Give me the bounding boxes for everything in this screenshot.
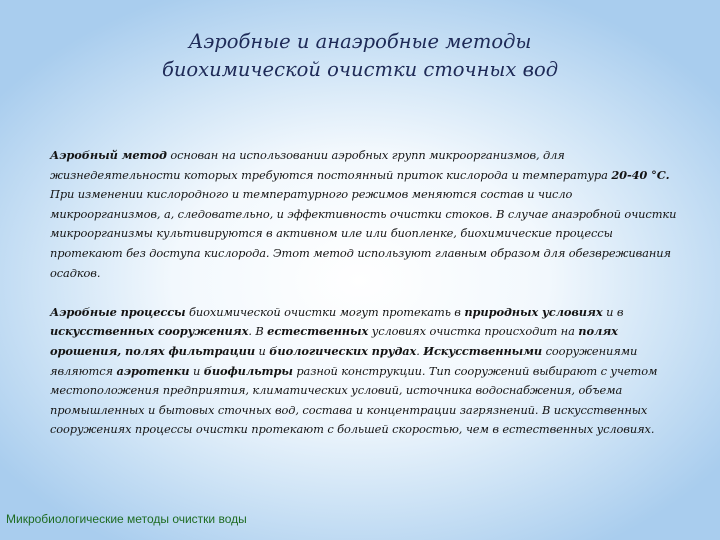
paragraph1-text-1: основан на использовании аэробных групп микроорганизмов, для жизнедеятельности которых требуются постоянный приток кислорода и температура [50,148,612,182]
footer-caption: Микробиологические методы очистки воды [6,512,247,526]
term-aerotanks: аэротенки [116,363,190,378]
paragraph2-text-8: и [189,363,204,378]
term-natural: естественных [267,324,369,339]
paragraph2-text-6: . [416,343,424,358]
paragraph2-text-5: и [255,343,270,358]
paragraph-aerobic-processes [50,303,678,440]
paragraph2-text-3: . В [248,324,268,339]
paragraph2-text-2: и в [602,304,624,319]
paragraph2-text-4: условиях очистка происходит на [368,324,579,339]
term-biofilters: биофильтры [203,363,293,378]
term-artificial-structures: искусственных сооружениях [50,324,249,339]
term-irrigation-filtration-fields: полях орошения, полях фильтрации [50,324,618,358]
slide-title [0,28,720,84]
paragraph-aerobic-method [50,146,678,283]
term-temperature-range: 20-40 °С. [611,167,670,182]
paragraph1-text-2: При изменении кислородного и температурного режимов меняются состав и число микроорганизмов, а, следовательно, и эффективность очистки стоков. В случае анаэробной очистки микроорганизмы культивируются в активном иле или биопленке, биохимические процессы протекают без доступа кислорода. Этот метод используют главным образом для обезвреживания осадков. [50,187,677,280]
term-artificial: Искусственными [423,343,543,358]
term-aerobic-method: Аэробный метод [50,148,167,162]
title-line-2: биохимической очистки сточных вод [161,58,559,81]
term-biological-ponds: биологических прудах [269,343,417,358]
title-line-1: Аэробные и анаэробные методы [188,30,532,53]
term-natural-conditions: природных условиях [464,304,603,319]
paragraph2-text-7: сооружениями являются [50,343,638,378]
body-text [50,146,678,440]
paragraph2-text-9: разной конструкции. Тип сооружений выбирают с учетом местоположения предприятия, климатических условий, источника водоснабжения, объема промышленных и бытовых сточных вод, состава и концентрации загрязнений. В искусственных сооружениях процессы очистки протекают с большей скоростью, чем в естественных условиях. [50,363,658,437]
term-aerobic-processes: Аэробные процессы [50,304,186,319]
paragraph2-text-1: биохимической очистки могут протекать в [185,304,465,319]
